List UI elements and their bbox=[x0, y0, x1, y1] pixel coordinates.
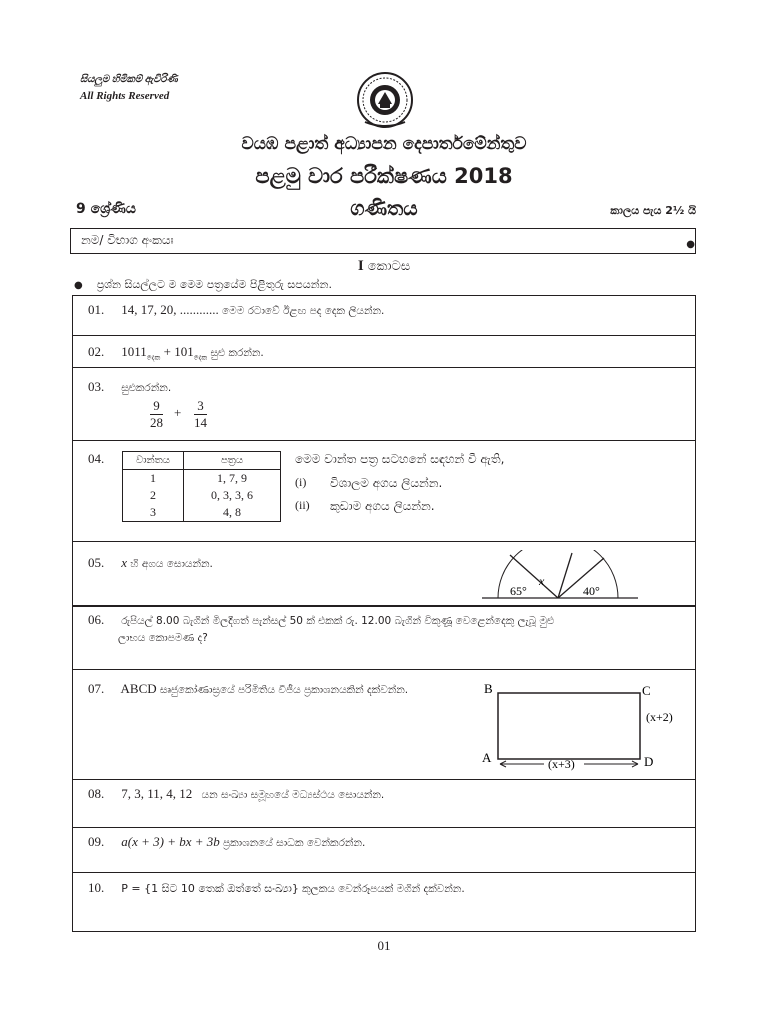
divider bbox=[72, 335, 696, 336]
q2-number-a: 1011 bbox=[121, 344, 147, 359]
part-roman: I bbox=[357, 258, 364, 274]
department-name: වයඹ පළාත් අධ්‍යාපන දෙපාර්තමේන්තුව bbox=[241, 134, 527, 154]
divider bbox=[72, 541, 696, 542]
question-6 bbox=[88, 612, 554, 628]
question-10 bbox=[88, 880, 465, 896]
question-number: 09. bbox=[88, 834, 105, 849]
divider bbox=[72, 367, 696, 368]
q4-sub-i-label: (i) bbox=[295, 475, 307, 489]
angle-x-label: x bbox=[539, 574, 545, 588]
q7-text: සෘජුකෝණාස්‍රයේ පරිමිතිය වීජීය ප්‍රකාශනයකින් දක්වන්න. bbox=[159, 684, 409, 696]
subject-title: ගණිතය bbox=[350, 196, 418, 220]
grade-label: 9 ශ්‍රේණිය bbox=[76, 201, 136, 217]
q3-fraction-2 bbox=[194, 398, 207, 431]
q4-sub-ii-label: (ii) bbox=[295, 498, 310, 512]
question-number: 01. bbox=[88, 302, 105, 317]
divider bbox=[72, 827, 696, 828]
q5-text: හි අගය සොයන්න. bbox=[130, 558, 213, 570]
q9-expression: a(x + 3) + bx + 3b bbox=[121, 834, 220, 849]
question-number: 02. bbox=[88, 344, 105, 359]
side-label: (x+2) bbox=[646, 710, 673, 724]
table-cell: 2 bbox=[123, 487, 184, 504]
page-number: 01 bbox=[377, 938, 391, 953]
q4-sub-ii-text: කුඩාම අගය ලියන්න. bbox=[330, 499, 435, 513]
divider bbox=[72, 440, 696, 441]
q3-denominator-2: 14 bbox=[194, 415, 207, 430]
part-label: කොටස bbox=[367, 259, 411, 274]
divider bbox=[72, 605, 696, 607]
vertex-a-label: A bbox=[482, 750, 492, 765]
question-3 bbox=[88, 379, 171, 395]
divider bbox=[72, 872, 696, 873]
q8-text: යන සංඛ්‍යා සමූහයේ මධ්‍යස්ථය සොයන්න. bbox=[201, 789, 385, 801]
table-header-leaf: පත්‍රය bbox=[184, 452, 281, 470]
q4-sub-i-text: විශාලම අගය ලියන්න. bbox=[330, 476, 443, 490]
name-label: නම/ විභාග අංකයඃ bbox=[81, 233, 174, 247]
q10-text: කුලකය වෙන්රූපයක් මගින් දක්වන්න. bbox=[302, 883, 465, 895]
question-9 bbox=[88, 834, 365, 850]
q2-base-b: දෙක bbox=[193, 353, 208, 362]
question-number: 04. bbox=[88, 451, 105, 466]
table-cell: 1 bbox=[123, 470, 184, 488]
q3-fraction-1 bbox=[150, 398, 163, 431]
vertex-d-label: D bbox=[644, 754, 654, 769]
q2-plus: + bbox=[163, 344, 171, 359]
q1-sequence: 14, 17, 20, ............ bbox=[121, 302, 219, 317]
q3-plus: + bbox=[174, 405, 182, 420]
table-cell: 3 bbox=[123, 504, 184, 522]
exam-title: පළමු වාර පරීක්ෂණය 2018 bbox=[255, 164, 513, 188]
rights-sinhala: සියලුම හිමිකම් ඇවිරිණි bbox=[80, 74, 178, 85]
question-1 bbox=[88, 302, 384, 318]
part-heading bbox=[0, 258, 768, 275]
q2-number-b: 101 bbox=[174, 344, 194, 359]
instruction-text: ප්‍රශ්න සියල්ලට ම මෙම පත්‍රයේම පිළිතුරු සපයන්න. bbox=[96, 278, 332, 291]
bullet-icon: ● bbox=[686, 239, 695, 250]
q4-text: මෙම වාන්ත පත්‍ර සටහනේ සඳහන් වී ඇති, bbox=[295, 452, 505, 466]
bullet-icon: ● bbox=[74, 280, 83, 291]
rights-english: All Rights Reserved bbox=[80, 90, 170, 102]
question-number: 05. bbox=[88, 555, 105, 570]
divider bbox=[72, 779, 696, 780]
question-number: 07. bbox=[88, 681, 105, 696]
table-cell: 0, 3, 3, 6 bbox=[184, 487, 281, 504]
q8-data: 7, 3, 11, 4, 12 bbox=[121, 786, 193, 801]
question-number: 03. bbox=[88, 379, 105, 394]
angle-40-label: 40° bbox=[583, 584, 600, 598]
angle-65-label: 65° bbox=[510, 584, 527, 598]
q7-rect-name: ABCD bbox=[120, 681, 157, 696]
bottom-label: (x+3) bbox=[548, 757, 575, 771]
q2-text: සුළු කරන්න. bbox=[210, 347, 264, 359]
vertex-b-label: B bbox=[484, 681, 493, 696]
question-8 bbox=[88, 786, 384, 802]
question-number: 10. bbox=[88, 880, 105, 895]
q9-text: ප්‍රකාශනයේ සාධක වෙන්කරන්න. bbox=[223, 837, 366, 849]
q1-text: මෙම රටාවේ ඊළඟ පද දෙක ලියන්න. bbox=[222, 305, 385, 317]
q10-set: P = {1 සිට 10 තෙක් ඔත්තේ සංඛ්‍යා} bbox=[121, 882, 299, 895]
q3-numerator-2: 3 bbox=[197, 398, 204, 413]
instruction bbox=[74, 278, 332, 292]
time-allowed: කාලය පැය 2½ යි bbox=[610, 204, 696, 217]
divider bbox=[72, 669, 696, 670]
q3-denominator-1: 28 bbox=[150, 415, 163, 430]
table-cell: 4, 8 bbox=[184, 504, 281, 522]
q3-numerator-1: 9 bbox=[153, 398, 160, 413]
angle-diagram bbox=[480, 550, 640, 602]
q5-variable: x bbox=[121, 555, 128, 570]
q6-text-line1: රුපියල් 8.00 බැගින් මිලදීගත් පැන්සල් 50 ක් එකක් රු. 12.00 බැගින් විකුණූ වෙළෙන්දෙකු ලැබූ මුළු bbox=[121, 615, 555, 627]
stem-leaf-table bbox=[122, 451, 281, 522]
question-7 bbox=[88, 681, 408, 697]
q3-text: සුළුකරන්න. bbox=[121, 382, 172, 394]
vertex-c-label: C bbox=[642, 683, 651, 698]
table-header-stem: වාන්තය bbox=[123, 452, 184, 470]
question-4 bbox=[88, 451, 118, 467]
question-5 bbox=[88, 555, 213, 571]
question-2 bbox=[88, 344, 264, 363]
question-number: 06. bbox=[88, 612, 105, 627]
question-number: 08. bbox=[88, 786, 105, 801]
q6-text-line2: ලාභය කොපමණ ද? bbox=[118, 632, 208, 644]
name-field[interactable] bbox=[70, 228, 696, 254]
rectangle-diagram bbox=[478, 678, 688, 776]
q2-base-a: දෙක bbox=[146, 353, 161, 362]
emblem-icon bbox=[350, 70, 420, 130]
table-cell: 1, 7, 9 bbox=[184, 470, 281, 488]
